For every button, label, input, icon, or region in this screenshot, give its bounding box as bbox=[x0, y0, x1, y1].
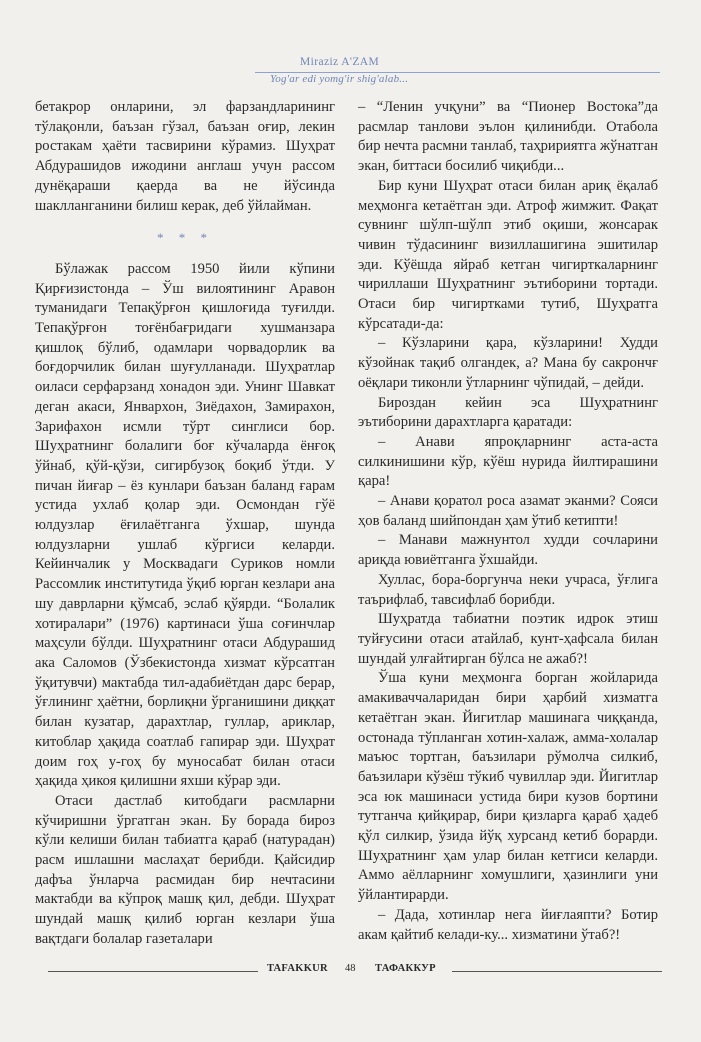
left-column bbox=[35, 98, 335, 950]
page-number: 48 bbox=[345, 963, 356, 974]
paragraph: Бироздан кейин эса Шуҳратнинг эътиборини дарахтларга қаратади: bbox=[358, 394, 658, 431]
paragraph: бетакрор онларини, эл фарзандларининг тўлақонли, баъзан гўзал, баъзан оғир, лекин ростакам ҳаёти тасвирини кўрамиз. Шуҳрат Абдурашидов ижодини англаш учун рассом дунёқараши қаерда ва не йўсинда шаклланганини билиш керак, деб ўйлайман. bbox=[35, 99, 335, 214]
page-footer bbox=[0, 962, 701, 982]
paragraph: – Анави қоратол роса азамат эканми? Сояси ҳов баланд шийпондан ҳам ўтиб кетипти! bbox=[358, 493, 658, 529]
footer-magazine-cyrillic: ТАФАККУР bbox=[375, 963, 436, 974]
paragraph: – Манави мажнунтол худди сочларини ариқда ювиётганга ўхшайди. bbox=[358, 532, 658, 569]
paragraph: – “Ленин учқуни” ва “Пионер Востока”да расмлар танлови эълон қилинибди. Отабола бир нечта расмни танлаб, таҳририятга жўнатган экан, биттаси босилиб чиқибди... bbox=[358, 99, 658, 175]
section-divider-stars: * * * bbox=[157, 230, 213, 246]
paragraph: – Анави япроқларнинг аста-аста силкинишини кўр, кўёш нурида йилтирашини қара! bbox=[358, 433, 658, 490]
paragraph: Шуҳратда табиатни поэтик идрок этиш туйғусини отаси атайлаб, кунт-ҳафсала билан шундай улғайтирган бўлса не ажаб?! bbox=[358, 611, 658, 667]
right-column bbox=[358, 98, 658, 945]
paragraph: Бир куни Шуҳрат отаси билан ариқ ёқалаб меҳмонга кетаётган эди. Атроф жимжит. Фақат сувнинг шўлп-шўлп этиб оқиши, жонсарак чивин тўдасининг визиллашигина эшитилар эди. Кўёшда яйраб кетган чигирткаларнинг чириллаши Шуҳратнинг эътиборини тортади. Отаси бир чигиртками тутиб, Шуҳратга кўрсатади-да: bbox=[358, 177, 658, 332]
paragraph: Хуллас, бора-боргунча неки учраса, ўғлига таърифлаб, тавсифлаб борибди. bbox=[358, 571, 658, 608]
paragraph: Бўлажак рассом 1950 йили кўпини Қирғизистонда – Ўш вилоятининг Аравон туманидаги Тепақўрғон қишлоғида туғилди. Тепақўрғон тоғёнбағридаги хушманзара қишлоқ бўлиб, одамлари чорвадорлик ва боғдорчилик билан шуғулланади. Шуҳратлар оиласи серфарзанд хонадон эди. Унинг Шавкат деган акаси, Январхон, Зиёдахон, Замирахон, Зарифахон исмли тўрт синглиси бор. Шуҳратнинг болалиги боғ кўчаларда ёнғоқ ўйнаб, қўй-қўзи, сигирбузоқ боқиб ўтди. У пичан йиғар – ёз кунлари баъзан баланд ғарам устида ухлаб қолар эди. Осмондан гўё юлдузлар ёғилаётганга ўхшар, шунда юлдузларни ушлаб кўргиси келарди. Кейинчалик у Москвадаги Суриков номли Рассомлик институтида ўқиб юрган кезлари ана шу даврларни қўмсаб, эслаб қўярди. “Болалик хотиралари” (1976) картинаси ўша соғинчлар маҳсули бўлди. Шуҳратнинг отаси Абдурашид ака Саломов (Ўзбекистонда хизмат кўрсатган ўқитувчи) мактабда тил-адабиётдан дарс берар, ўғлининг ҳаётни, борлиқни ўрганишини диққат билан кузатар, дарахтлар, гуллар, ариклар, китоблар ҳақида соатлаб гапирар эди. Шуҳрат доим гоҳ у-гоҳ бу муносабат билан отаси ҳақида ҳикоя қилишни яхши кўрар эди. bbox=[35, 260, 335, 790]
paragraph: – Дада, хотинлар нега йиғлаяпти? Ботир акам қайтиб келади-ку... хизматини ўтаб?! bbox=[358, 906, 658, 943]
footer-magazine-latin: TAFAKKUR bbox=[267, 963, 328, 974]
footer-rule-right bbox=[452, 971, 662, 972]
header-author: Miraziz A'ZAM bbox=[300, 56, 380, 68]
paragraph: Отаси дастлаб китобдаги расмларни кўчиришни ўргатган экан. Бу борада бироз кўли келиши билан табиатга қараб (натурадан) расм ишлашни маслаҳат берибди. Қайсидир дафъа ўнларча расмидан бир нечтасини мактабди ва кўпроқ машқ қил, дебди. Шуҳрат шундай машқ қилиб юрган кезлари ўша вақтдаги болалар газеталари bbox=[35, 792, 335, 947]
paragraph: Ўша куни меҳмонга борган жойларида амакиваччаларидан бири ҳарбий хизматга кетаётган экан. Йигитлар машинага чиққанда, остонада тўпланган хотин-халаж, амма-холалар маъюс тортган, баъзилари рўмолча силкиб, баъзилари кўзёш тўкиб чувиллар эди. Йигитлар эса юк машинаси устида бири кузов бортини тутганча қийқирар, бири қизларга қараб ҳадеб қўл силкир, ўзида йўқ хурсанд кетиб борарди. Шуҳратнинг ҳам улар билан кетгиси келарди. Аммо аёлларнинг хомушлиги, ҳазинлиги уни ўйлантирарди. bbox=[358, 670, 658, 904]
header-subtitle: Yog'ar edi yomg'ir shig'alab... bbox=[270, 73, 409, 85]
paragraph: – Кўзларини қара, кўзларини! Худди кўзойнак тақиб олгандек, а? Мана бу сакрончғ оёқлари тиконли ўтларнинг чўпидай, – дейди. bbox=[358, 335, 658, 391]
footer-rule-left bbox=[48, 971, 258, 972]
